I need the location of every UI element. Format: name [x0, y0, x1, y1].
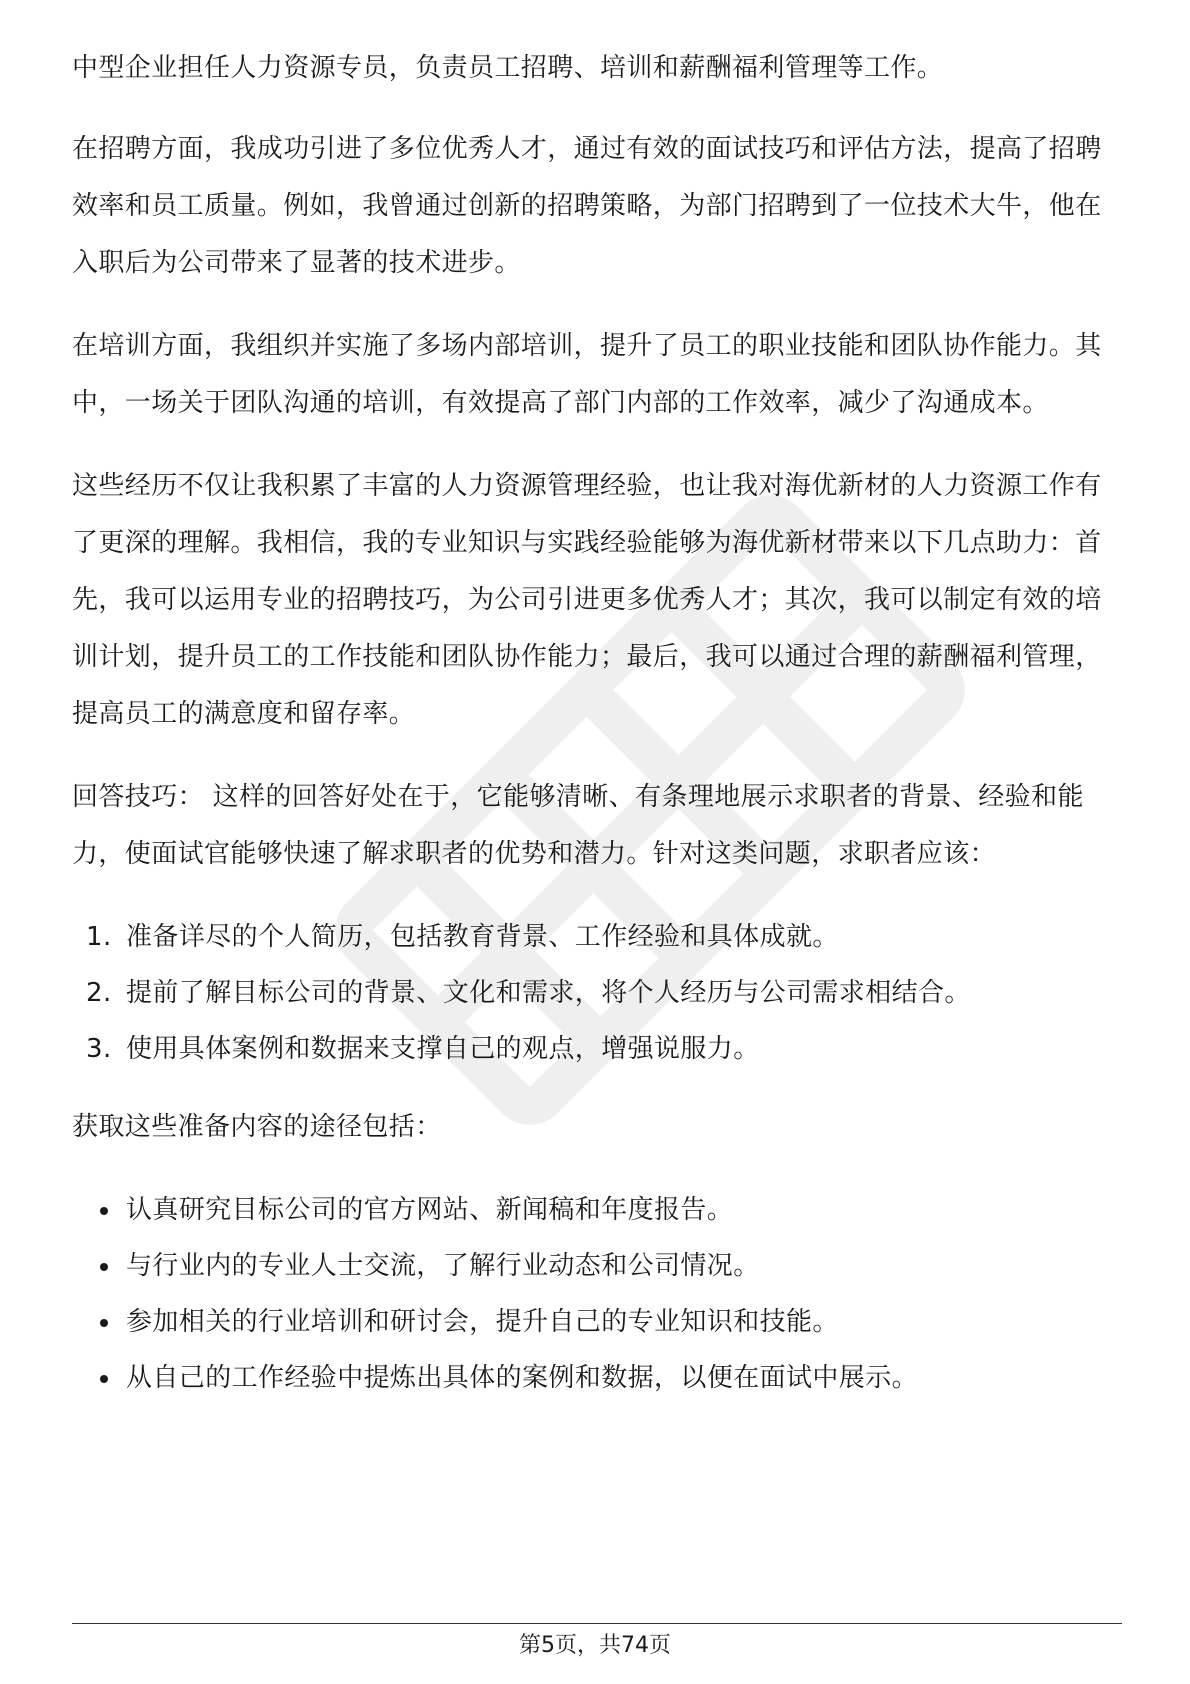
bullet-icon — [100, 1319, 108, 1327]
list-item — [72, 1182, 1122, 1238]
list-number: 3. — [86, 1034, 112, 1064]
ways-bullet-list — [72, 1182, 1122, 1406]
list-number: 2. — [86, 978, 112, 1008]
paragraph-experience: 这些经历不仅让我积累了丰富的人力资源管理经验，也让我对海优新材的人力资源工作有了更深的理解。我相信，我的专业知识与实践经验能够为海优新材带来以下几点助力：首先，我可以运用专业的招聘技巧，为公司引进更多优秀人才；其次，我可以制定有效的培训计划，提升员工的工作技能和团队协作能力；最后，我可以通过合理的薪酬福利管理，提高员工的满意度和留存率。 — [72, 471, 1102, 729]
list-item-text: 提前了解目标公司的背景、文化和需求，将个人经历与公司需求相结合。 — [126, 978, 971, 1008]
list-item — [72, 1350, 1122, 1406]
list-item — [72, 1294, 1122, 1350]
list-item — [72, 1021, 1122, 1077]
preparation-ordered-list — [72, 909, 1122, 1077]
paragraph-answer-tips: 回答技巧： 这样的回答好处在于，它能够清晰、有条理地展示求职者的背景、经验和能力，使面试官能够快速了解求职者的优势和潜力。针对这类问题，求职者应该： — [72, 782, 1084, 869]
list-item-text: 从自己的工作经验中提炼出具体的案例和数据，以便在面试中展示。 — [126, 1363, 919, 1393]
list-item-text: 认真研究目标公司的官方网站、新闻稿和年度报告。 — [126, 1195, 734, 1225]
list-item — [72, 909, 1122, 965]
page-number: 第5页，共74页 — [519, 1633, 671, 1658]
paragraph-ways-intro: 获取这些准备内容的途径包括： — [72, 1112, 442, 1142]
list-item — [72, 1238, 1122, 1294]
paragraph-training: 在培训方面，我组织并实施了多场内部培训，提升了员工的职业技能和团队协作能力。其中，一场关于团队沟通的培训，有效提高了部门内部的工作效率，减少了沟通成本。 — [72, 331, 1102, 418]
list-item — [72, 965, 1122, 1021]
list-number: 1. — [86, 922, 112, 952]
paragraph-intro: 中型企业担任人力资源专员，负责员工招聘、培训和薪酬福利管理等工作。 — [72, 53, 944, 83]
bullet-icon — [100, 1375, 108, 1383]
document-page — [72, 40, 1122, 1406]
list-item-text: 使用具体案例和数据来支撑自己的观点，增强说服力。 — [126, 1034, 760, 1064]
bullet-icon — [100, 1263, 108, 1271]
paragraph-recruiting: 在招聘方面，我成功引进了多位优秀人才，通过有效的面试技巧和评估方法，提高了招聘效率和员工质量。例如，我曾通过创新的招聘策略，为部门招聘到了一位技术大牛，他在入职后为公司带来了显著的技术进步。 — [72, 134, 1102, 278]
list-item-text: 参加相关的行业培训和研讨会，提升自己的专业知识和技能。 — [126, 1307, 839, 1337]
list-item-text: 与行业内的专业人士交流，了解行业动态和公司情况。 — [126, 1251, 760, 1281]
bullet-icon — [100, 1207, 108, 1215]
footer-divider — [72, 1623, 1122, 1624]
list-item-text: 准备详尽的个人简历，包括教育背景、工作经验和具体成就。 — [126, 922, 839, 952]
